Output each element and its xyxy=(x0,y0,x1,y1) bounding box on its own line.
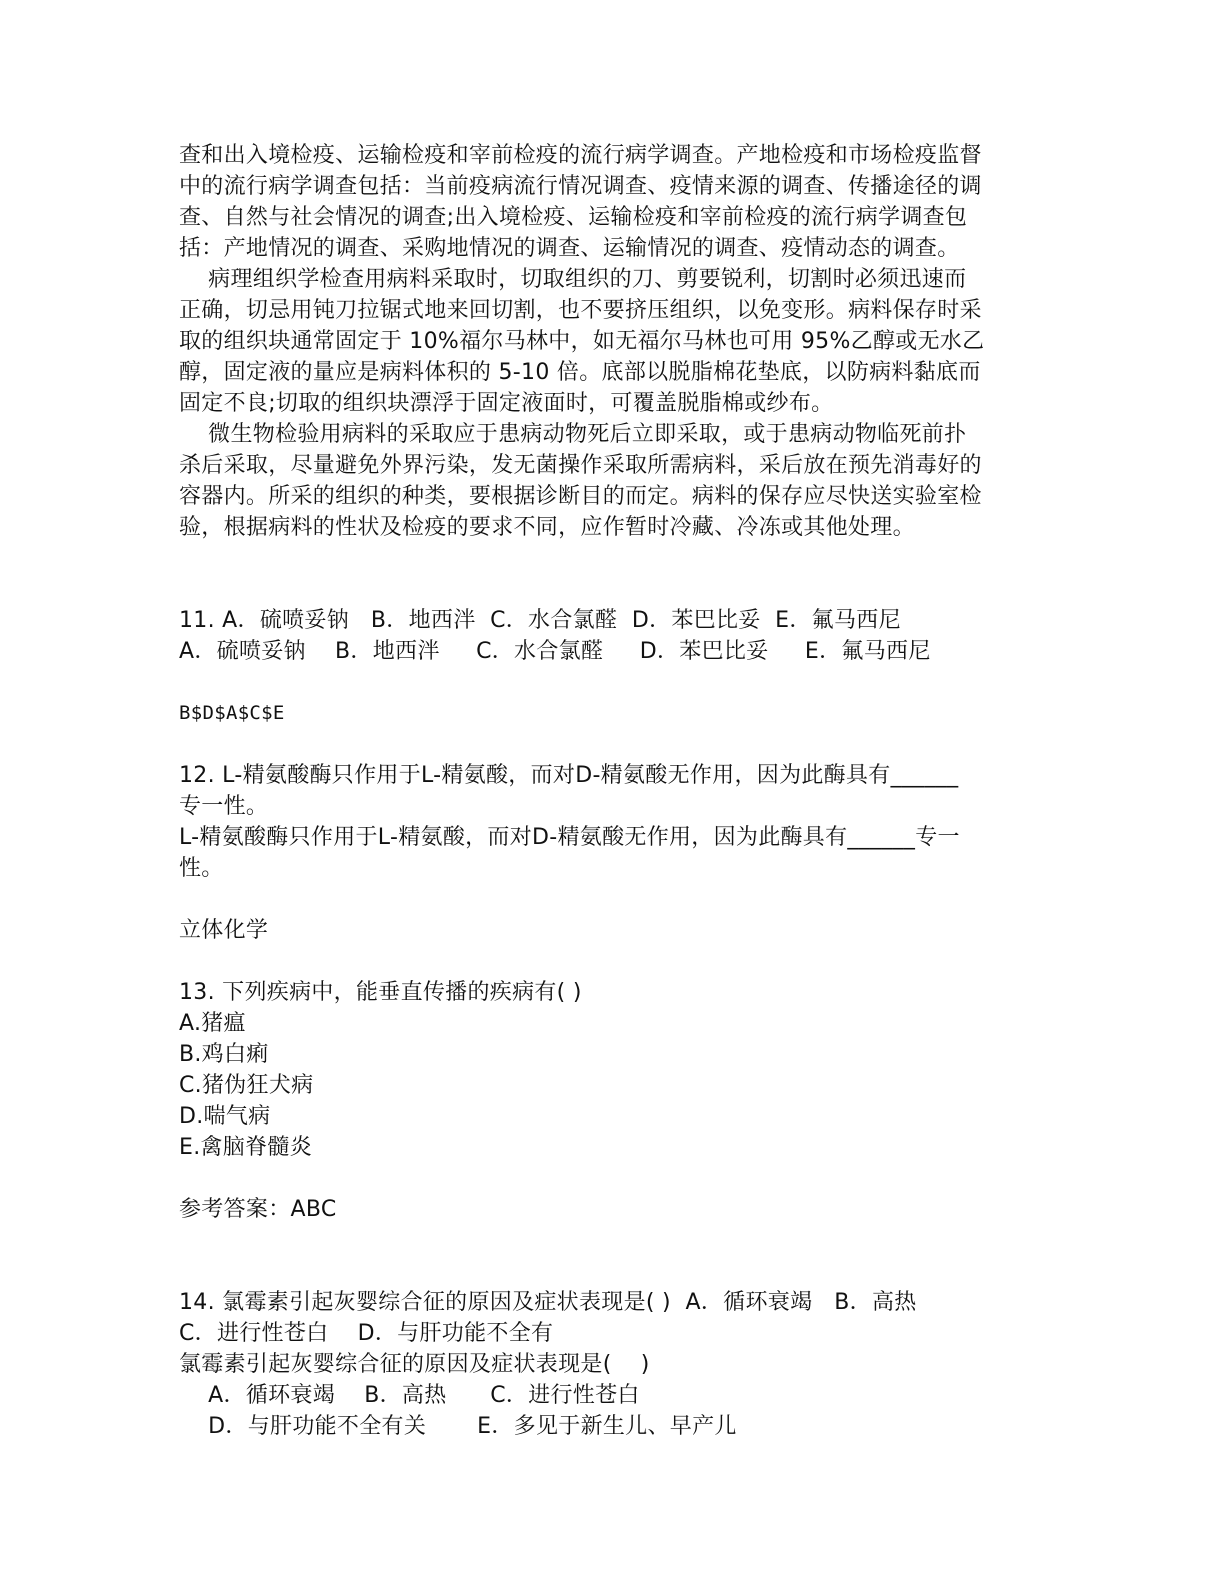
option-item: C.猪伪狂犬病 xyxy=(179,1073,314,1098)
passage-line: 查、自然与社会情况的调查;出入境检疫、运输检疫和宰前检疫的流行病学调查包 xyxy=(179,205,968,230)
passage-line: 取的组织块通常固定于 10%福尔马林中，如无福尔马林也可用 95%乙醇或无水乙 xyxy=(179,329,985,354)
passage-line: 病理组织学检查用病料采取时，切取组织的刀、剪要锐利，切割时必须迅速而 xyxy=(179,267,967,292)
question-14 xyxy=(179,1287,1039,1442)
passage-line: 正确，切忌用钝刀拉锯式地来回切割，也不要挤压组织，以免变形。病料保存时采 xyxy=(179,298,982,323)
question-text: 11. A．硫喷妥钠 B．地西泮 C．水合氯醛 D．苯巴比妥 E．氟马西尼 xyxy=(179,608,901,633)
option-item: D.喘气病 xyxy=(179,1104,271,1129)
question-11 xyxy=(179,605,1039,729)
passage-line: 验，根据病料的性状及检疫的要求不同，应作暂时冷藏、冷冻或其他处理。 xyxy=(179,515,915,540)
passage-line: 固定不良;切取的组织块漂浮于固定液面时，可覆盖脱脂棉或纱布。 xyxy=(179,391,834,416)
question-text: C．进行性苍白 D．与肝功能不全有 xyxy=(179,1321,554,1346)
question-text: 性。 xyxy=(179,856,224,881)
question-text: 专一性。 xyxy=(179,794,269,819)
answer-text: B$D$A$C$E xyxy=(179,702,285,724)
passage-line: 醇，固定液的量应是病料体积的 5-10 倍。底部以脱脂棉花垫底，以防病料黏底而 xyxy=(179,360,981,385)
passage-line: 查和出入境检疫、运输检疫和宰前检疫的流行病学调查。产地检疫和市场检疫监督 xyxy=(179,143,982,168)
answer-text: 参考答案：ABC xyxy=(179,1197,337,1222)
question-text: 14. 氯霉素引起灰婴综合征的原因及症状表现是( ) A．循环衰竭 B．高热 xyxy=(179,1290,917,1315)
option-item: A．循环衰竭 B．高热 C．进行性苍白 xyxy=(179,1383,640,1408)
question-text: 13. 下列疾病中，能垂直传播的疾病有( ) xyxy=(179,980,582,1005)
answer-text: 立体化学 xyxy=(179,918,269,943)
passage-line: 杀后采取，尽量避免外界污染，发无菌操作采取所需病料，采后放在预先消毒好的 xyxy=(179,453,982,478)
question-text: 12. L-精氨酸酶只作用于L-精氨酸，而对D-精氨酸无作用，因为此酶具有______ xyxy=(179,763,959,788)
option-item: B.鸡白痢 xyxy=(179,1042,269,1067)
question-text: L-精氨酸酶只作用于L-精氨酸，而对D-精氨酸无作用，因为此酶具有______专一 xyxy=(179,825,960,850)
question-text: 氯霉素引起灰婴综合征的原因及症状表现是( ) xyxy=(179,1352,650,1377)
question-text: A．硫喷妥钠 B．地西泮 C．水合氯醛 D．苯巴比妥 E．氟马西尼 xyxy=(179,639,931,664)
passage-line: 微生物检验用病料的采取应于患病动物死后立即采取，或于患病动物临死前扑 xyxy=(179,422,967,447)
passage-line: 括：产地情况的调查、采购地情况的调查、运输情况的调查、疫情动态的调查。 xyxy=(179,236,960,261)
question-13 xyxy=(179,977,1039,1225)
question-12 xyxy=(179,760,1039,946)
passage xyxy=(179,140,1039,543)
option-item: E.禽脑脊髓炎 xyxy=(179,1135,312,1160)
passage-line: 容器内。所采的组织的种类，要根据诊断目的而定。病料的保存应尽快送实验室检 xyxy=(179,484,982,509)
option-item: A.猪瘟 xyxy=(179,1011,246,1036)
document-page xyxy=(179,140,1039,1442)
passage-line: 中的流行病学调查包括：当前疫病流行情况调查、疫情来源的调查、传播途径的调 xyxy=(179,174,982,199)
option-item: D．与肝功能不全有关 E．多见于新生儿、早产儿 xyxy=(179,1414,737,1439)
